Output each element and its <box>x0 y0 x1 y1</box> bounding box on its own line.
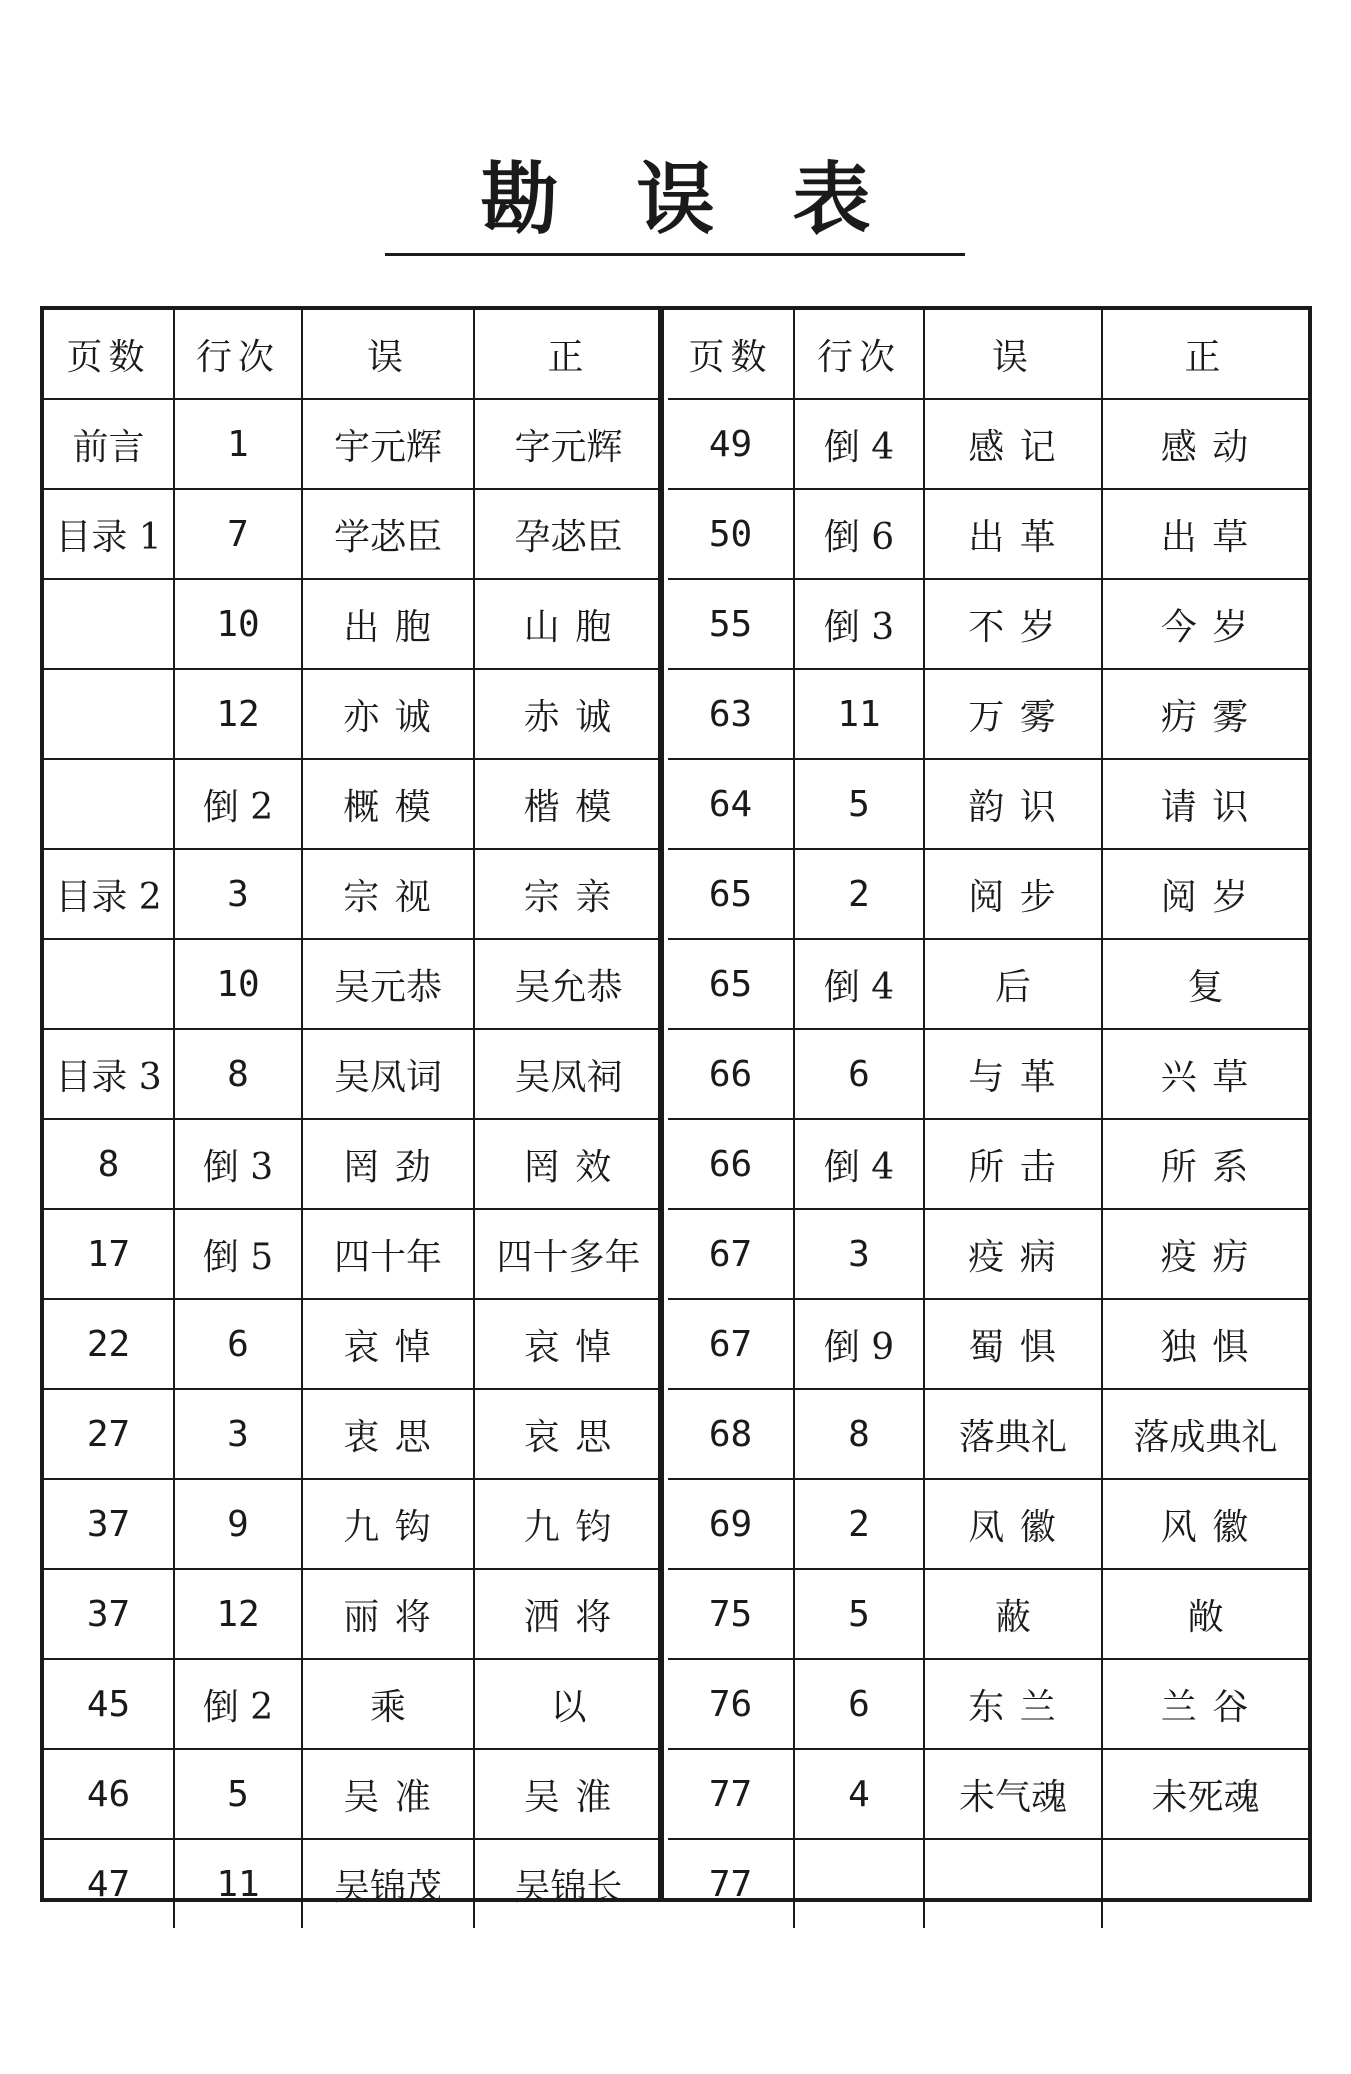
cell-right: 以 <box>474 1659 662 1749</box>
cell-wrong: 凤 徽 <box>924 1479 1102 1569</box>
cell-line: 2 <box>794 1479 924 1569</box>
cell-line: 倒 2 <box>174 759 302 849</box>
title-underline <box>385 253 965 256</box>
cell-wrong: 蜀 惧 <box>924 1299 1102 1389</box>
errata-table-right <box>668 310 1308 1928</box>
cell-line: 4 <box>794 1749 924 1839</box>
table-row <box>44 759 662 849</box>
page-title: 勘误表 <box>480 154 949 245</box>
table-row <box>44 1659 662 1749</box>
cell-wrong: 韵 识 <box>924 759 1102 849</box>
cell-wrong <box>924 1839 1102 1928</box>
header-right: 正 <box>474 310 662 399</box>
table-row <box>44 1119 662 1209</box>
cell-wrong: 与 革 <box>924 1029 1102 1119</box>
table-row <box>668 1749 1308 1839</box>
cell-right: 敞 <box>1102 1569 1308 1659</box>
cell-page: 27 <box>44 1389 174 1479</box>
cell-page: 49 <box>668 399 794 489</box>
header-page: 页数 <box>668 310 794 399</box>
cell-line: 9 <box>174 1479 302 1569</box>
cell-page: 8 <box>44 1119 174 1209</box>
cell-right: 复 <box>1102 939 1308 1029</box>
cell-line: 10 <box>174 939 302 1029</box>
cell-line: 5 <box>174 1749 302 1839</box>
cell-right: 吴 淮 <box>474 1749 662 1839</box>
cell-line: 倒 3 <box>794 579 924 669</box>
cell-line: 11 <box>794 669 924 759</box>
table-row <box>668 1029 1308 1119</box>
cell-page: 69 <box>668 1479 794 1569</box>
cell-wrong: 吴 准 <box>302 1749 474 1839</box>
cell-wrong: 不 岁 <box>924 579 1102 669</box>
cell-right: 赤 诚 <box>474 669 662 759</box>
table-row <box>668 1119 1308 1209</box>
cell-right: 宗 亲 <box>474 849 662 939</box>
cell-line: 6 <box>794 1659 924 1749</box>
cell-right: 孕苾臣 <box>474 489 662 579</box>
cell-page: 75 <box>668 1569 794 1659</box>
header-line: 行次 <box>794 310 924 399</box>
cell-wrong: 衷 思 <box>302 1389 474 1479</box>
cell-page: 63 <box>668 669 794 759</box>
cell-wrong: 罔 劲 <box>302 1119 474 1209</box>
table-row <box>44 1389 662 1479</box>
cell-right <box>1102 1839 1308 1928</box>
cell-line: 10 <box>174 579 302 669</box>
cell-page: 77 <box>668 1749 794 1839</box>
table-row <box>44 939 662 1029</box>
cell-line: 倒 4 <box>794 939 924 1029</box>
cell-right: 所 系 <box>1102 1119 1308 1209</box>
cell-line: 1 <box>174 399 302 489</box>
table-row <box>44 669 662 759</box>
cell-right: 疠 雾 <box>1102 669 1308 759</box>
cell-wrong: 宇元辉 <box>302 399 474 489</box>
cell-wrong: 万 雾 <box>924 669 1102 759</box>
cell-right: 疫 疠 <box>1102 1209 1308 1299</box>
cell-wrong: 感 记 <box>924 399 1102 489</box>
table-row <box>668 759 1308 849</box>
table-row <box>44 1029 662 1119</box>
cell-right: 请 识 <box>1102 759 1308 849</box>
cell-page: 67 <box>668 1209 794 1299</box>
header-wrong: 误 <box>302 310 474 399</box>
cell-wrong: 吴锦茂 <box>302 1839 474 1928</box>
cell-page: 47 <box>44 1839 174 1928</box>
header-right: 正 <box>1102 310 1308 399</box>
cell-line: 6 <box>174 1299 302 1389</box>
cell-wrong: 宗 视 <box>302 849 474 939</box>
cell-line: 3 <box>794 1209 924 1299</box>
cell-wrong: 九 钩 <box>302 1479 474 1569</box>
cell-page: 22 <box>44 1299 174 1389</box>
cell-right: 出 草 <box>1102 489 1308 579</box>
cell-right: 山 胞 <box>474 579 662 669</box>
table-row <box>668 489 1308 579</box>
cell-page: 37 <box>44 1479 174 1569</box>
cell-line: 6 <box>794 1029 924 1119</box>
cell-line: 倒 5 <box>174 1209 302 1299</box>
cell-page: 46 <box>44 1749 174 1839</box>
header-row <box>668 310 1308 399</box>
cell-line: 11 <box>174 1839 302 1928</box>
cell-line: 倒 6 <box>794 489 924 579</box>
cell-right: 楷 模 <box>474 759 662 849</box>
cell-right: 今 岁 <box>1102 579 1308 669</box>
cell-wrong: 未气魂 <box>924 1749 1102 1839</box>
cell-right: 阅 岁 <box>1102 849 1308 939</box>
cell-page <box>44 669 174 759</box>
table-row <box>44 579 662 669</box>
table-row <box>668 939 1308 1029</box>
cell-wrong: 阅 步 <box>924 849 1102 939</box>
table-row <box>44 1749 662 1839</box>
center-divider <box>658 310 664 1898</box>
table-row <box>668 1479 1308 1569</box>
cell-page <box>44 939 174 1029</box>
table-row <box>668 1569 1308 1659</box>
cell-page <box>44 759 174 849</box>
cell-page: 37 <box>44 1569 174 1659</box>
cell-right: 罔 效 <box>474 1119 662 1209</box>
cell-wrong: 乘 <box>302 1659 474 1749</box>
table-row <box>668 849 1308 939</box>
table-row <box>44 849 662 939</box>
header-wrong: 误 <box>924 310 1102 399</box>
cell-line: 7 <box>174 489 302 579</box>
cell-page: 55 <box>668 579 794 669</box>
cell-line: 倒 2 <box>174 1659 302 1749</box>
cell-line: 2 <box>794 849 924 939</box>
cell-line: 8 <box>174 1029 302 1119</box>
cell-wrong: 吴元恭 <box>302 939 474 1029</box>
cell-right: 落成典礼 <box>1102 1389 1308 1479</box>
cell-right: 独 惧 <box>1102 1299 1308 1389</box>
header-row <box>44 310 662 399</box>
table-row <box>44 1479 662 1569</box>
table-row <box>44 1209 662 1299</box>
cell-right: 吴锦长 <box>474 1839 662 1928</box>
header-line: 行次 <box>174 310 302 399</box>
cell-line: 5 <box>794 759 924 849</box>
table-row <box>668 399 1308 489</box>
cell-line: 3 <box>174 849 302 939</box>
cell-wrong: 后 <box>924 939 1102 1029</box>
table-row <box>668 1209 1308 1299</box>
cell-right: 哀 思 <box>474 1389 662 1479</box>
table-row <box>44 1839 662 1928</box>
cell-page: 17 <box>44 1209 174 1299</box>
cell-line: 5 <box>794 1569 924 1659</box>
cell-wrong: 亦 诚 <box>302 669 474 759</box>
cell-wrong: 学苾臣 <box>302 489 474 579</box>
table-row <box>44 489 662 579</box>
cell-page: 66 <box>668 1119 794 1209</box>
table-row <box>668 1389 1308 1479</box>
errata-table <box>40 306 1312 1908</box>
cell-page: 68 <box>668 1389 794 1479</box>
cell-right: 四十多年 <box>474 1209 662 1299</box>
cell-line: 倒 3 <box>174 1119 302 1209</box>
cell-wrong: 疫 病 <box>924 1209 1102 1299</box>
cell-page: 45 <box>44 1659 174 1749</box>
table-row <box>44 399 662 489</box>
cell-right: 兰 谷 <box>1102 1659 1308 1749</box>
cell-page: 目录 3 <box>44 1029 174 1119</box>
table-row <box>668 1839 1308 1928</box>
errata-table-left <box>44 310 662 1928</box>
cell-right: 吴允恭 <box>474 939 662 1029</box>
cell-page: 目录 2 <box>44 849 174 939</box>
cell-page: 50 <box>668 489 794 579</box>
cell-wrong: 吴凤词 <box>302 1029 474 1119</box>
cell-wrong: 落典礼 <box>924 1389 1102 1479</box>
cell-page <box>44 579 174 669</box>
cell-wrong: 所 击 <box>924 1119 1102 1209</box>
cell-page: 65 <box>668 849 794 939</box>
cell-right: 字元辉 <box>474 399 662 489</box>
cell-line <box>794 1839 924 1928</box>
table-row <box>44 1569 662 1659</box>
cell-wrong: 概 模 <box>302 759 474 849</box>
cell-right: 哀 悼 <box>474 1299 662 1389</box>
cell-wrong: 丽 将 <box>302 1569 474 1659</box>
cell-wrong: 出 革 <box>924 489 1102 579</box>
table-row <box>44 1299 662 1389</box>
cell-page: 66 <box>668 1029 794 1119</box>
cell-page: 目录 1 <box>44 489 174 579</box>
cell-line: 8 <box>794 1389 924 1479</box>
table-row <box>668 579 1308 669</box>
cell-line: 12 <box>174 669 302 759</box>
cell-line: 倒 4 <box>794 399 924 489</box>
header-page: 页数 <box>44 310 174 399</box>
cell-page: 67 <box>668 1299 794 1389</box>
cell-wrong: 哀 悼 <box>302 1299 474 1389</box>
cell-line: 倒 4 <box>794 1119 924 1209</box>
cell-right: 感 动 <box>1102 399 1308 489</box>
cell-right: 兴 草 <box>1102 1029 1308 1119</box>
table-row <box>668 1659 1308 1749</box>
cell-page: 76 <box>668 1659 794 1749</box>
cell-line: 3 <box>174 1389 302 1479</box>
cell-right: 九 钧 <box>474 1479 662 1569</box>
cell-right: 吴凤祠 <box>474 1029 662 1119</box>
cell-page: 64 <box>668 759 794 849</box>
cell-wrong: 东 兰 <box>924 1659 1102 1749</box>
cell-wrong: 出 胞 <box>302 579 474 669</box>
table-row <box>668 669 1308 759</box>
table-row <box>668 1299 1308 1389</box>
cell-line: 12 <box>174 1569 302 1659</box>
cell-right: 未死魂 <box>1102 1749 1308 1839</box>
cell-wrong: 四十年 <box>302 1209 474 1299</box>
cell-right: 风 徽 <box>1102 1479 1308 1569</box>
cell-page: 前言 <box>44 399 174 489</box>
cell-wrong: 蔽 <box>924 1569 1102 1659</box>
cell-page: 65 <box>668 939 794 1029</box>
cell-page: 77 <box>668 1839 794 1928</box>
cell-right: 洒 将 <box>474 1569 662 1659</box>
cell-line: 倒 9 <box>794 1299 924 1389</box>
